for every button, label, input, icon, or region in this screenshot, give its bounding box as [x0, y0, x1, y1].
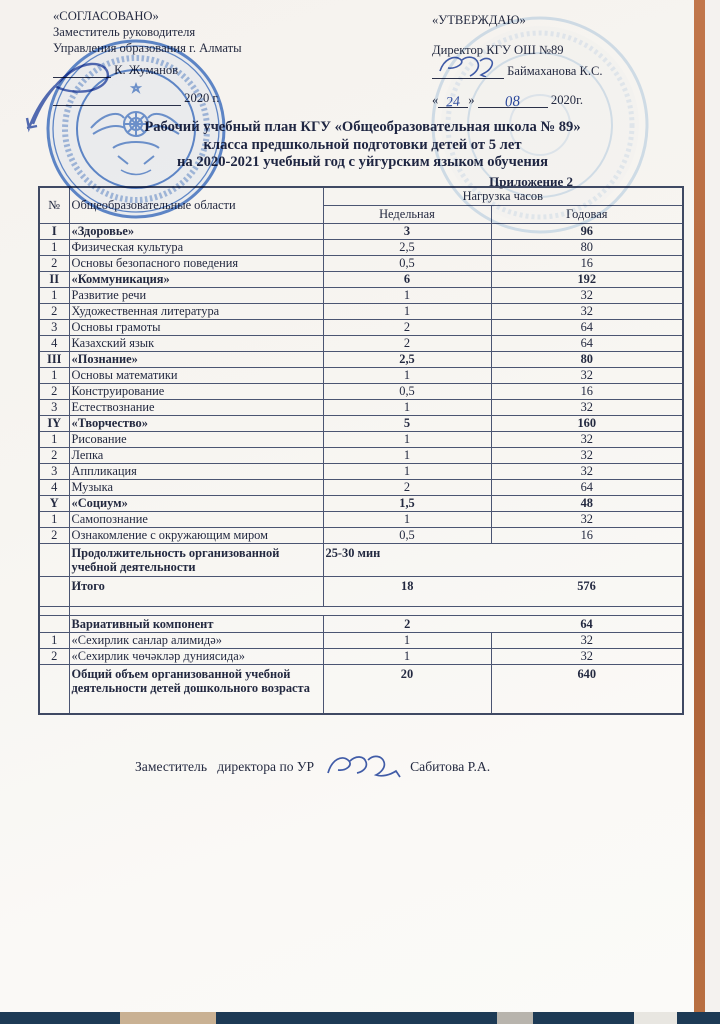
agreed-date-line: [53, 90, 242, 106]
row-label: «Сехирлик санлар алимидә»: [69, 632, 323, 648]
row-label: Естествознание: [69, 399, 323, 415]
row-label: Конструирование: [69, 383, 323, 399]
table-row: [39, 255, 683, 271]
row-yearly: 32: [491, 303, 683, 319]
row-num: I: [39, 223, 69, 239]
row-yearly: 64: [491, 615, 683, 632]
row-label: Основы безопасного поведения: [69, 255, 323, 271]
row-yearly: 32: [491, 367, 683, 383]
row-label: «Сехирлик чөчәкләр дуниясида»: [69, 648, 323, 664]
row-weekly: 2: [323, 335, 491, 351]
row-weekly: 1: [323, 511, 491, 527]
row-yearly: 80: [491, 351, 683, 367]
row-yearly: 64: [491, 479, 683, 495]
table-row: [39, 664, 683, 714]
scan-right-margin: [705, 0, 720, 1014]
row-label: Итого: [69, 576, 323, 606]
table-row: [39, 367, 683, 383]
footer-role: Заместитель директора по УР: [135, 759, 315, 774]
row-yearly: 80: [491, 239, 683, 255]
row-label: «Познание»: [69, 351, 323, 367]
table-row: [39, 511, 683, 527]
row-value: 25-30 мин: [323, 543, 683, 576]
row-label: «Здоровье»: [69, 223, 323, 239]
table-row: [39, 479, 683, 495]
row-weekly: 3: [323, 223, 491, 239]
row-yearly: 32: [491, 431, 683, 447]
row-num: 1: [39, 239, 69, 255]
row-yearly: 16: [491, 527, 683, 543]
row-label: Рисование: [69, 431, 323, 447]
row-weekly: 1: [323, 431, 491, 447]
row-num: 1: [39, 632, 69, 648]
row-weekly: 1: [323, 632, 491, 648]
scan-bottom-edge: [0, 1012, 720, 1024]
row-num: 2: [39, 303, 69, 319]
quote-open: «: [432, 93, 439, 107]
table-row: [39, 606, 683, 615]
table-row: [39, 319, 683, 335]
table-row: [39, 495, 683, 511]
row-yearly: 32: [491, 447, 683, 463]
table-row: [39, 399, 683, 415]
table-row: [39, 632, 683, 648]
row-weekly: 0,5: [323, 383, 491, 399]
table-row: [39, 351, 683, 367]
row-yearly: 32: [491, 632, 683, 648]
signature-line: [53, 65, 111, 78]
table-row: [39, 415, 683, 431]
row-yearly: 192: [491, 271, 683, 287]
col-header-load: Нагрузка часов: [323, 187, 683, 205]
row-num: 3: [39, 319, 69, 335]
col-header-yearly: Годовая: [491, 205, 683, 223]
signature-line: [432, 66, 504, 79]
table-row: [39, 431, 683, 447]
row-label: Лепка: [69, 447, 323, 463]
row-num: [39, 664, 69, 714]
table-row: [39, 239, 683, 255]
agreed-heading: «СОГЛАСОВАНО»: [53, 9, 159, 23]
approved-signatory-line: [432, 63, 603, 79]
row-weekly: 1: [323, 287, 491, 303]
approved-line1: Директор КГУ ОШ №89: [432, 43, 564, 57]
table-row: [39, 223, 683, 239]
row-yearly: 640: [491, 664, 683, 714]
row-yearly: 96: [491, 223, 683, 239]
row-num: 2: [39, 648, 69, 664]
table-row: [39, 648, 683, 664]
row-num: [39, 543, 69, 576]
row-weekly: 2,5: [323, 239, 491, 255]
row-weekly: 2,5: [323, 351, 491, 367]
row-label: Самопознание: [69, 511, 323, 527]
title-line1: Рабочий учебный план КГУ «Общеобразовательная школа № 89»: [144, 119, 581, 135]
row-label: Основы математики: [69, 367, 323, 383]
table-row: [39, 447, 683, 463]
row-yearly: 16: [491, 383, 683, 399]
table-row: [39, 527, 683, 543]
footer-signature: [324, 751, 406, 781]
row-num: 3: [39, 463, 69, 479]
table-row: [39, 335, 683, 351]
row-weekly: 5: [323, 415, 491, 431]
row-yearly: 16: [491, 255, 683, 271]
row-weekly: 0,5: [323, 527, 491, 543]
row-label: Общий объем организованной учебной деятельности детей дошкольного возраста: [69, 664, 323, 714]
row-label: Ознакомление с окружающим миром: [69, 527, 323, 543]
row-yearly: 64: [491, 319, 683, 335]
agreed-line1: Заместитель руководителя: [53, 25, 196, 39]
row-num: 2: [39, 255, 69, 271]
row-num: 2: [39, 383, 69, 399]
row-yearly: 160: [491, 415, 683, 431]
row-weekly: 18: [323, 576, 491, 606]
approval-right-block: [432, 12, 603, 111]
annex-label: Приложение 2: [489, 173, 573, 189]
row-label: «Социум»: [69, 495, 323, 511]
title-line3: на 2020-2021 учебный год с уйгурским языком обучения: [176, 154, 549, 170]
row-num: 2: [39, 527, 69, 543]
row-label: «Коммуникация»: [69, 271, 323, 287]
table-row: [39, 576, 683, 606]
row-num: [39, 615, 69, 632]
row-num: 1: [39, 287, 69, 303]
table-row: [39, 271, 683, 287]
col-header-weekly: Недельная: [323, 205, 491, 223]
row-label: [69, 606, 683, 615]
row-num: [39, 576, 69, 606]
row-weekly: 2: [323, 479, 491, 495]
row-label: «Творчество»: [69, 415, 323, 431]
row-yearly: 48: [491, 495, 683, 511]
row-weekly: 1: [323, 447, 491, 463]
row-yearly: 64: [491, 335, 683, 351]
row-num: 1: [39, 431, 69, 447]
table-row: [39, 543, 683, 576]
row-yearly: 32: [491, 511, 683, 527]
table-row: [39, 615, 683, 632]
row-label: Аппликация: [69, 463, 323, 479]
table-row: [39, 383, 683, 399]
handwritten-month: 08: [504, 93, 521, 111]
row-num: 4: [39, 335, 69, 351]
row-num: [39, 606, 69, 615]
row-weekly: 1: [323, 367, 491, 383]
row-yearly: 32: [491, 399, 683, 415]
row-yearly: 576: [491, 576, 683, 606]
footer-signatory: [135, 745, 490, 775]
row-weekly: 1: [323, 303, 491, 319]
row-num: 2: [39, 447, 69, 463]
row-yearly: 32: [491, 463, 683, 479]
table-row: [39, 303, 683, 319]
col-header-area: Общеобразовательные области: [69, 187, 323, 223]
approved-heading: «УТВЕРЖДАЮ»: [432, 13, 526, 27]
row-weekly: 20: [323, 664, 491, 714]
row-num: 4: [39, 479, 69, 495]
curriculum-table: [38, 186, 684, 715]
approved-year: 2020г.: [550, 93, 583, 107]
row-label: Продолжительность организованной учебной деятельности: [69, 543, 323, 576]
table-row: [39, 287, 683, 303]
row-num: 1: [39, 367, 69, 383]
row-num: Y: [39, 495, 69, 511]
approved-date-line: [432, 92, 603, 111]
row-num: II: [39, 271, 69, 287]
row-weekly: 1: [323, 463, 491, 479]
row-weekly: 1: [323, 399, 491, 415]
document-title: [40, 119, 685, 190]
row-weekly: 1: [323, 648, 491, 664]
row-num: IY: [39, 415, 69, 431]
row-label: Развитие речи: [69, 287, 323, 303]
footer-name: Сабитова Р.А.: [410, 759, 491, 774]
row-label: Вариативный компонент: [69, 615, 323, 632]
agreed-line2: Управления образования г. Алматы: [53, 41, 242, 55]
agreed-year: 2020 г.: [184, 91, 220, 105]
row-num: 3: [39, 399, 69, 415]
agreed-signatory-line: [53, 62, 242, 78]
row-weekly: 0,5: [323, 255, 491, 271]
quote-close: »: [468, 93, 475, 107]
row-num: 1: [39, 511, 69, 527]
row-yearly: 32: [491, 648, 683, 664]
row-weekly: 2: [323, 319, 491, 335]
agreed-signatory-name: К. Жуманов: [114, 63, 179, 77]
handwritten-day: 24: [445, 94, 461, 111]
row-label: Музыка: [69, 479, 323, 495]
title-line2: класса предшкольной подготовки детей от 5 лет: [203, 136, 522, 153]
row-label: Физическая культура: [69, 239, 323, 255]
row-label: Казахский язык: [69, 335, 323, 351]
table-row: [39, 463, 683, 479]
row-label: Художественная литература: [69, 303, 323, 319]
col-header-num: №: [39, 187, 69, 223]
row-label: Основы грамоты: [69, 319, 323, 335]
approval-left-block: [53, 8, 242, 106]
row-yearly: 32: [491, 287, 683, 303]
scan-edge-stripe: [694, 0, 705, 1014]
date-line: [53, 93, 181, 106]
row-num: III: [39, 351, 69, 367]
approved-signatory-name: Баймаханова К.С.: [507, 64, 603, 78]
row-weekly: 2: [323, 615, 491, 632]
row-weekly: 6: [323, 271, 491, 287]
row-weekly: 1,5: [323, 495, 491, 511]
